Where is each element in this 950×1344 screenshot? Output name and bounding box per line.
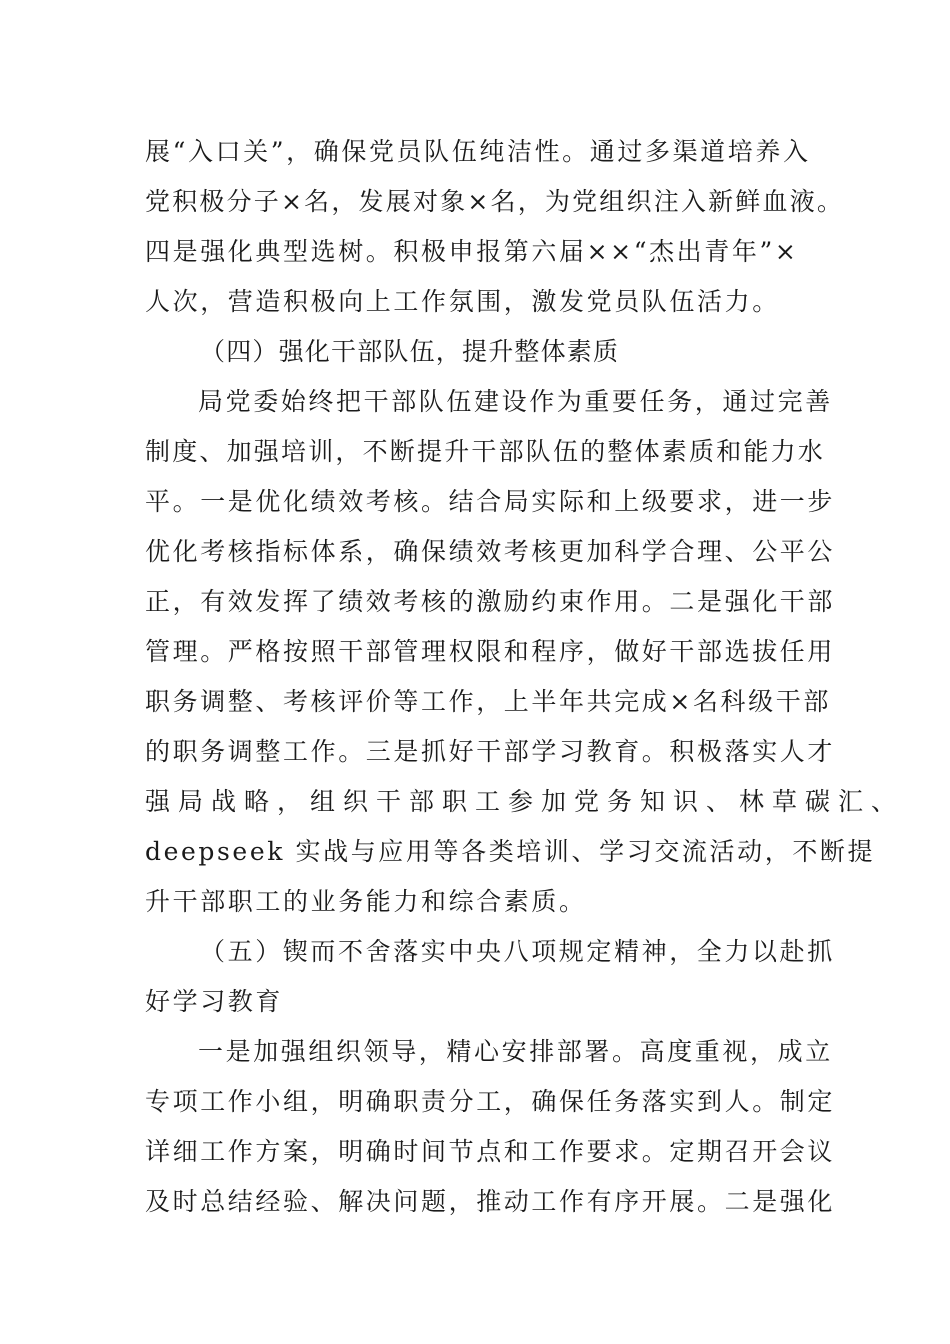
body-text-line: 的职务调整工作。三是抓好干部学习教育。积极落实人才 [145,737,836,766]
section-heading-4: （四）强化干部队伍，提升整体素质 [200,337,620,366]
body-text-line: 平。一是优化绩效考核。结合局实际和上级要求，进一步 [145,487,836,516]
body-text-line: 详细工作方案，明确时间节点和工作要求。定期召开会议 [145,1137,836,1166]
body-text-line: 升干部职工的业务能力和综合素质。 [145,887,587,916]
body-text-line: 一是加强组织领导，精心安排部署。高度重视，成立 [198,1037,833,1066]
body-text-line: 管理。严格按照干部管理权限和程序，做好干部选拔任用 [145,637,836,666]
body-text-line: 制度、加强培训，不断提升干部队伍的整体素质和能力水 [145,437,826,466]
body-text-line: 强局战略，组织干部职工参加党务知识、林草碳汇、 [145,787,905,816]
body-text-line: deepseek 实战与应用等各类培训、学习交流活动，不断提 [145,837,876,866]
section-heading-5: （五）锲而不舍落实中央八项规定精神，全力以赴抓 [200,937,835,966]
body-text-line: 人次，营造积极向上工作氛围，激发党员队伍活力。 [145,287,780,316]
body-text-line: 局党委始终把干部队伍建设作为重要任务，通过完善 [198,387,833,416]
body-text-line: 四是强化典型选树。积极申报第六届××“杰出青年”× [145,237,799,266]
body-text-line: 专项工作小组，明确职责分工，确保任务落实到人。制定 [145,1087,836,1116]
body-text-line: 及时总结经验、解决问题，推动工作有序开展。二是强化 [145,1187,836,1216]
section-heading-5-continued: 好学习教育 [145,987,284,1016]
body-text-line: 优化考核指标体系，确保绩效考核更加科学合理、公平公 [145,537,836,566]
body-text-line: 展“入口关”，确保党员队伍纯洁性。通过多渠道培养入 [145,137,811,166]
body-text-line: 党积极分子×名，发展对象×名，为党组织注入新鲜血液。 [145,187,845,216]
body-text-line: 职务调整、考核评价等工作，上半年共完成×名科级干部 [145,687,831,716]
body-text-line: 正，有效发挥了绩效考核的激励约束作用。二是强化干部 [145,587,836,616]
